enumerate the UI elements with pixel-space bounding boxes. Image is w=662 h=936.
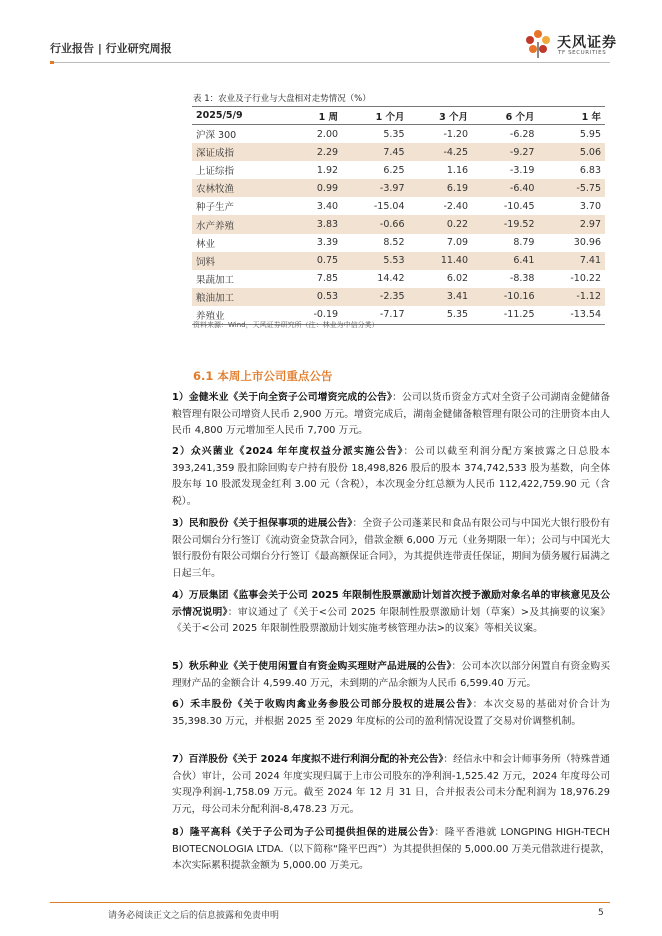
table-cell: 8.79 [513,237,535,249]
report-category: 行业报告 | 行业研究周报 [50,42,172,55]
table-cell: -11.25 [472,306,538,325]
table-cell: 7.85 [316,273,339,285]
announcement-item [172,516,610,582]
column-header: 2025/5/9 [192,107,286,125]
row-label: 饲料 [192,252,286,270]
table-cell: -2.40 [443,200,469,212]
table-cell: -8.38 [509,273,535,285]
announcement-item [172,697,610,730]
table-cell: -10.16 [472,288,538,306]
table-row [192,234,605,252]
table-cell: -3.97 [342,179,408,197]
announcement-body: ：公司以货币资金方式对全资子公司湖南金健储备粮管理有限公司增资人民币 2,900 万元。增资完成后，湖南金健储备粮管理有限公司的注册资本由人民币 4,800 万元增加至人民币 7,700 万元。 [172,392,611,437]
table-cell: -19.52 [472,215,538,233]
announcement-title: 6）禾丰股份《关于收购肉禽业务参股公司部分股权的进展公告》 [172,699,473,710]
brand-logo [521,29,621,59]
logo-text: 天风证券 [557,35,617,51]
table-cell: 2.29 [286,143,342,161]
table-row [192,125,605,144]
table-cell: 0.99 [286,179,342,197]
table-cell: 30.96 [573,237,601,249]
announcement-body: ：公司本次以部分闲置自有资金购买理财产品的金额合计 4,599.40 万元，未到期的产品余额为人民币 6,599.40 万元。 [172,661,611,689]
table-cell: 5.95 [579,128,601,140]
table-cell: 0.75 [286,252,342,270]
logo-flower-icon [521,29,555,59]
table-cell: 11.40 [409,252,473,270]
table-cell: -2.35 [342,288,408,306]
header-accent [50,61,54,64]
header-divider [50,62,610,63]
announcement-title: 7）百洋股份《关于 2024 年度拟不进行利润分配的补充公告》 [172,754,444,765]
table-cell: -10.22 [570,273,601,285]
announcement-title: 8）隆平高科《关于子公司为子公司提供担保的进展公告》 [172,827,435,838]
table-cell: -0.19 [286,306,342,325]
announcement-item [172,588,610,638]
table-cell: 6.25 [383,164,405,176]
table-cell: 6.83 [579,164,601,176]
column-header: 1 年 [538,107,605,125]
table-row [192,215,605,233]
table-cell: 0.53 [286,288,342,306]
announcement-title: 1）金健米业《关于向全资子公司增资完成的公告》 [172,392,393,403]
row-label: 果蔬加工 [196,274,235,286]
table-source-note: 资料来源：Wind，天风证券研究所（注：林业为中信分类） [193,321,379,329]
column-header: 6 个月 [472,107,538,125]
table-cell: 14.42 [377,273,405,285]
table-cell: 7.41 [538,252,605,270]
table-cell: -9.27 [472,143,538,161]
table-cell: -5.75 [538,179,605,197]
logo-subtext: TF SECURITIES [558,50,607,56]
announcement-body: ：经信永中和会计师事务所（特殊普通合伙）审计，公司 2024 年度实现归属于上市公司股东的净利润-1,525.42 万元，2024 年度母公司实现净利润-1,758.09 万元。截至 2024 年 12 月 31 日，合并报表公司未分配利润为 18,976.29 万元，母公司未分配利润-8,478.23 万元。 [172,754,610,815]
table-row [192,252,605,270]
announcement-item [172,659,610,692]
announcement-item [172,752,610,818]
row-label: 农林牧渔 [192,179,286,197]
table-cell: 6.19 [409,179,473,197]
announcement-body: ：公司以截至利润分配方案披露之日总股本 393,241,359 股扣除回购专户持有股份 18,498,826 股后的股本 374,742,533 股为基数，向全体股东每 10 股派发现金红利 3.00 元（含税），本次现金分红总额为人民币 112,422,759.90 元（含税）。 [172,446,610,507]
table-cell: -13.54 [538,306,605,325]
row-label: 种子生产 [196,202,235,214]
announcement-body: ：本次交易的基础对价合计为 35,398.30 万元，并根据 2025 至 2029 年度标的公司的盈利情况设置了交易对价调整机制。 [172,699,611,727]
row-label: 上证综指 [196,166,235,178]
table-cell: 3.70 [579,200,601,212]
announcement-item [172,390,610,440]
table-row [192,288,605,306]
table-cell: 1.92 [316,164,339,176]
table-cell: 2.00 [316,128,339,140]
table-cell: -0.66 [342,215,408,233]
table-cell: 3.41 [409,288,473,306]
footer-disclaimer: 请务必阅读正文之后的信息披露和免责申明 [108,911,280,921]
table-cell: -1.12 [538,288,605,306]
row-label: 水产养殖 [192,215,286,233]
column-header: 1 个月 [342,107,408,125]
table-row [192,143,605,161]
announcement-title: 4）万辰集团《监事会关于公司 2025 年限制性股票激励计划首次授予激励对象名单的审核意见及公示情况说明》 [172,590,610,618]
table-cell: -7.17 [342,306,408,325]
row-label: 深证成指 [192,143,286,161]
table-row [192,197,605,215]
announcement-item [172,444,610,510]
row-label: 林业 [196,238,216,250]
table-cell: 5.53 [342,252,408,270]
relative-performance-table [192,106,605,325]
table-cell: 2.97 [538,215,605,233]
table-caption: 表 1：农业及子行业与大盘相对走势情况（%） [193,94,371,104]
column-header: 1 周 [286,107,342,125]
page-number: 5 [598,908,604,918]
row-label: 沪深 300 [196,130,237,142]
table-cell: -6.40 [472,179,538,197]
table-cell: 8.52 [383,237,405,249]
announcement-body: ：隆平香港就 LONGPING HIGH-TECH BIOTECNOLOGIA LTDA.（以下简称“隆平巴西”）为其提供担保的 5,000.00 万美元借款进行提款，本次实际累积提款金额为 5,000.00 万美元。 [172,827,610,872]
table-cell: 3.39 [316,237,339,249]
announcement-item [172,825,610,875]
table-cell: 5.35 [409,306,473,325]
announcement-title: 2）众兴菌业《2024 年年度权益分派实施公告》 [172,446,404,457]
table-cell: 7.09 [446,237,469,249]
table-cell: -4.25 [409,143,473,161]
announcement-title: 5）秋乐种业《关于使用闲置自有资金购买理财产品进展的公告》 [172,661,452,672]
table-header-row [192,107,605,125]
announcement-title: 3）民和股份《关于担保事项的进展公告》 [172,518,353,529]
table-cell: -3.19 [509,164,535,176]
row-label: 粮油加工 [192,288,286,306]
table-cell: 3.83 [286,215,342,233]
table-cell: 3.40 [316,200,339,212]
row-label: 养殖业 [192,306,286,325]
table-row [192,179,605,197]
table-cell: -1.20 [443,128,469,140]
table-cell: 6.41 [472,252,538,270]
table-cell: 7.45 [342,143,408,161]
table-cell: -10.45 [503,200,535,212]
table-cell: 0.22 [409,215,473,233]
footer-divider [50,902,610,903]
table-cell: 5.06 [538,143,605,161]
table-cell: 1.16 [446,164,469,176]
table-cell: 5.35 [383,128,405,140]
column-header: 3 个月 [409,107,473,125]
table-cell: -6.28 [509,128,535,140]
announcement-body: ：全资子公司蓬莱民和食品有限公司与中国光大银行股份有限公司烟台分行签订《流动资金贷款合同》，借款金额 6,000 万元（业务期限一年）；公司与中国光大银行股份有限公司烟台分行签订《最高额保证合同》，为其提供连带责任保证，期间为债务履行届满之日起三年。 [172,518,611,579]
table-row [192,270,605,288]
section-title: 6.1 本周上市公司重点公告 [193,369,333,383]
table-cell: -15.04 [373,200,405,212]
table-cell: 6.02 [446,273,469,285]
announcement-body: ：审议通过了《关于<公司 2025 年限制性股票激励计划（草案）>及其摘要的议案》《关于<公司 2025 年限制性股票激励计划实施考核管理办法>的议案》等相关议案。 [172,606,610,635]
table-row [192,161,605,179]
